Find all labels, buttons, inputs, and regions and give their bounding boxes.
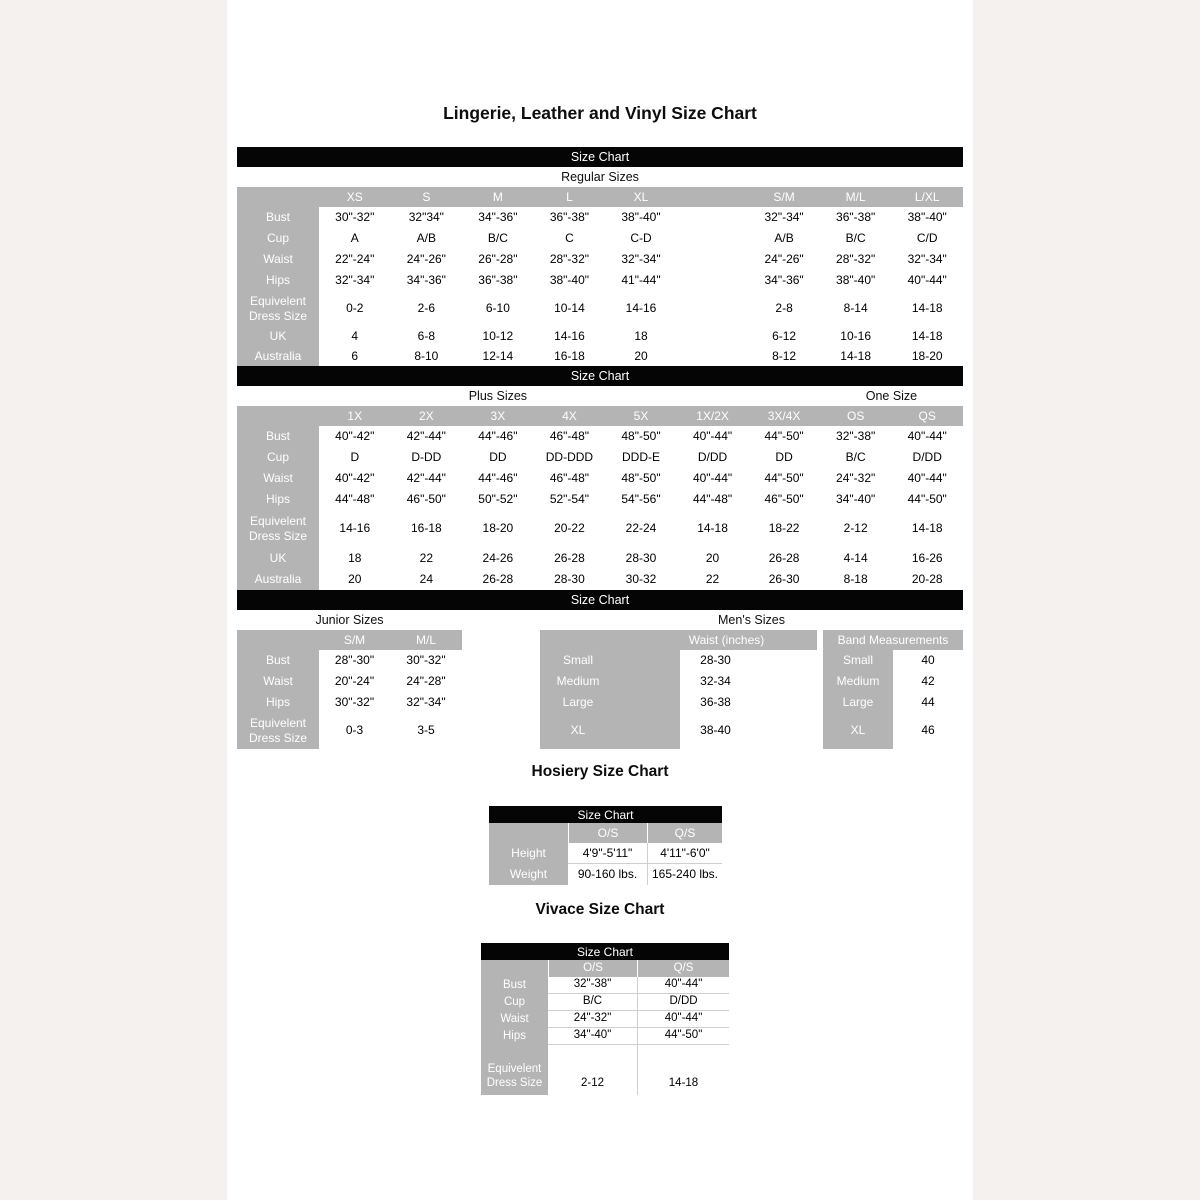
table-cell: 41"-44" (605, 270, 677, 290)
table-cell: 22-24 (605, 510, 677, 547)
column-header: 4X (534, 406, 606, 426)
column-header: QS (891, 406, 963, 426)
row-label: Waist (481, 1011, 548, 1028)
table-cell: 4'11"-6'0" (647, 843, 722, 864)
row-label: Weight (489, 864, 568, 885)
size-chart-bar-vivace (481, 943, 729, 960)
row-label: Waist (237, 671, 319, 692)
table-cell: 24"-26" (391, 249, 463, 270)
table-row (489, 864, 722, 885)
table-row (481, 1028, 729, 1045)
table-cell: 2-8 (748, 290, 820, 327)
table-header-row (237, 406, 963, 426)
table-cell: 46"-48" (534, 426, 606, 447)
table-cell: 38"-40" (820, 270, 892, 290)
table-cell: 2-12 (548, 1045, 637, 1095)
column-header: L/XL (891, 187, 963, 207)
table-cell: 14-18 (820, 346, 892, 366)
table-cell: 40"-44" (677, 468, 749, 489)
table-cell: 28-30 (605, 547, 677, 569)
table-header-row (489, 823, 722, 843)
regular-sizes-label: Regular Sizes (561, 170, 639, 184)
table-cell: 30"-32" (319, 692, 390, 712)
table-cell: 30"-32" (319, 207, 391, 228)
table-header-row (237, 187, 963, 207)
table-cell: 46 (893, 712, 963, 749)
size-chart-bar-label: Size Chart (570, 150, 630, 164)
table-row (540, 671, 817, 692)
table-row (237, 671, 462, 692)
table-cell: DD (462, 447, 534, 468)
table-cell: 44"-46" (462, 426, 534, 447)
table-cell: D (319, 447, 391, 468)
table-cell: 12-14 (462, 346, 534, 366)
table-row (237, 327, 963, 346)
column-header: L (534, 187, 606, 207)
table-cell: 42"-44" (391, 468, 463, 489)
vivace-title: Vivace Size Chart (535, 901, 665, 918)
table-cell: 48"-50" (605, 468, 677, 489)
row-label: Equivelent Dress Size (237, 510, 319, 547)
regular-sizes-table (237, 187, 963, 366)
table-cell: 44"-50" (748, 426, 820, 447)
mens-waist-table (540, 630, 817, 749)
plus-sizes-table (237, 406, 963, 590)
row-label: Height (489, 843, 568, 864)
table-row (237, 249, 963, 270)
table-cell: D/DD (637, 994, 729, 1011)
size-chart-bar-regular (237, 147, 963, 167)
row-label: Equivelent Dress Size (481, 1045, 548, 1095)
table-cell: 40 (893, 650, 963, 671)
table-cell: 20"-24" (319, 671, 390, 692)
table-cell: 6-10 (462, 290, 534, 327)
table-cell: 44"-50" (748, 468, 820, 489)
table-cell: 8-10 (391, 346, 463, 366)
column-header: S/M (748, 187, 820, 207)
column-header: 5X (605, 406, 677, 426)
table-cell: 20-22 (534, 510, 606, 547)
hosiery-size-table (489, 823, 722, 885)
table-cell: C (534, 228, 606, 249)
table-cell: 34"-36" (748, 270, 820, 290)
table-cell: 32"-34" (605, 249, 677, 270)
table-cell: B/C (820, 447, 892, 468)
table-header-row (540, 630, 817, 650)
size-chart-bar-label: Size Chart (570, 593, 630, 607)
table-cell: D/DD (677, 447, 749, 468)
column-header: 3X/4X (748, 406, 820, 426)
table-row (237, 426, 963, 447)
table-cell: 14-18 (677, 510, 749, 547)
table-cell: 36"-38" (820, 207, 892, 228)
table-cell: 42"-44" (391, 426, 463, 447)
table-header-row (481, 960, 729, 977)
table-corner-cell (237, 187, 319, 207)
table-cell: 34"-36" (462, 207, 534, 228)
table-cell: 44"-50" (637, 1028, 729, 1045)
row-label: Hips (481, 1028, 548, 1045)
table-row (481, 994, 729, 1011)
table-cell (677, 327, 749, 346)
table-cell: 42 (893, 671, 963, 692)
table-cell: 22 (677, 569, 749, 590)
table-cell: 44 (893, 692, 963, 712)
row-label: UK (237, 327, 319, 346)
table-cell: 40"-44" (637, 977, 729, 994)
table-cell: A/B (391, 228, 463, 249)
table-cell: 46"-50" (748, 489, 820, 510)
row-label: Waist (237, 249, 319, 270)
table-cell: 14-18 (637, 1045, 729, 1095)
table-cell: 26"-28" (462, 249, 534, 270)
table-cell: 14-18 (891, 510, 963, 547)
table-row (237, 290, 963, 327)
table-cell: 28-30 (534, 569, 606, 590)
table-cell: 32"-34" (748, 207, 820, 228)
size-chart-bar-hosiery (489, 806, 722, 823)
row-label: XL (540, 712, 680, 749)
table-cell: 20 (677, 547, 749, 569)
row-label: Small (540, 650, 680, 671)
table-cell: DD-DDD (534, 447, 606, 468)
table-cell: DDD-E (605, 447, 677, 468)
table-row (237, 489, 963, 510)
column-header: XS (319, 187, 391, 207)
table-cell: 24"-28" (390, 671, 462, 692)
table-cell: 20-28 (891, 569, 963, 590)
table-cell: D-DD (391, 447, 463, 468)
table-cell: 34"-40" (548, 1028, 637, 1045)
table-cell: 50"-52" (462, 489, 534, 510)
table-cell: 52"-54" (534, 489, 606, 510)
table-cell: 8-18 (820, 569, 892, 590)
column-header: S/M (319, 630, 390, 650)
table-cell: 22 (391, 547, 463, 569)
table-cell: 40"-44" (891, 426, 963, 447)
table-cell: 24 (391, 569, 463, 590)
table-cell: 38"-40" (891, 207, 963, 228)
size-chart-bar-label: Size Chart (570, 369, 630, 383)
table-cell: 24"-32" (820, 468, 892, 489)
row-label: Hips (237, 270, 319, 290)
table-cell: B/C (462, 228, 534, 249)
mens-band-table (823, 630, 963, 749)
row-label: Medium (540, 671, 680, 692)
table-cell: 30"-32" (390, 650, 462, 671)
table-cell: 46"-48" (534, 468, 606, 489)
row-label: Cup (237, 228, 319, 249)
table-row (489, 843, 722, 864)
table-cell: 28"-30" (319, 650, 390, 671)
table-cell: 54"-56" (605, 489, 677, 510)
table-header-row (823, 630, 963, 650)
one-size-label: One Size (865, 389, 918, 403)
table-cell (677, 270, 749, 290)
table-cell: 14-16 (605, 290, 677, 327)
table-corner-cell (237, 406, 319, 426)
column-header: 1X/2X (677, 406, 749, 426)
table-cell: A/B (748, 228, 820, 249)
mens-sizes-label: Men's Sizes (718, 613, 785, 627)
table-cell: 40"-44" (637, 1011, 729, 1028)
row-label: Bust (237, 426, 319, 447)
table-cell: DD (748, 447, 820, 468)
table-cell: 44"-46" (462, 468, 534, 489)
table-cell: 18 (319, 547, 391, 569)
row-label: Hips (237, 489, 319, 510)
table-cell: 4 (319, 327, 391, 346)
row-label: Bust (237, 650, 319, 671)
table-cell: 3-5 (390, 712, 462, 749)
table-cell: 40"-44" (891, 270, 963, 290)
table-row (823, 712, 963, 749)
plus-sizes-label: Plus Sizes (468, 389, 528, 403)
table-cell: 14-16 (534, 327, 606, 346)
column-header: Q/S (637, 960, 729, 977)
row-label: Australia (237, 346, 319, 366)
row-label: Australia (237, 569, 319, 590)
table-row (540, 650, 817, 671)
table-cell: 32"-34" (891, 249, 963, 270)
table-corner-cell (489, 823, 568, 843)
size-chart-bar-plus (237, 366, 963, 386)
table-corner-cell (481, 960, 548, 977)
table-cell: 26-28 (462, 569, 534, 590)
table-row (481, 1045, 729, 1095)
row-label: Bust (237, 207, 319, 228)
column-header: OS (820, 406, 892, 426)
table-cell: 32-34 (680, 671, 817, 692)
size-chart-bar-label: Size Chart (576, 944, 634, 959)
table-cell: 44"-48" (677, 489, 749, 510)
table-cell: 28"-32" (534, 249, 606, 270)
table-cell: 18-20 (891, 346, 963, 366)
table-cell: C/D (891, 228, 963, 249)
table-cell: 26-28 (748, 547, 820, 569)
table-cell: 36-38 (680, 692, 817, 712)
column-header: Band Measurements (823, 630, 963, 650)
table-cell (677, 207, 749, 228)
table-cell: 32"-34" (390, 692, 462, 712)
table-row (823, 650, 963, 671)
column-header: XL (605, 187, 677, 207)
row-label: Small (823, 650, 893, 671)
table-cell: 14-18 (891, 327, 963, 346)
column-header: M/L (820, 187, 892, 207)
table-cell (677, 346, 749, 366)
table-cell: 8-12 (748, 346, 820, 366)
table-row (237, 447, 963, 468)
table-cell: 46"-50" (391, 489, 463, 510)
table-cell: 28-30 (680, 650, 817, 671)
table-row (237, 692, 462, 712)
table-cell: 16-18 (534, 346, 606, 366)
table-cell: 4-14 (820, 547, 892, 569)
table-row (237, 712, 462, 749)
row-label: Cup (237, 447, 319, 468)
column-header: O/S (568, 823, 647, 843)
table-cell: 8-14 (820, 290, 892, 327)
table-row (237, 346, 963, 366)
table-cell: 4'9"-5'11" (568, 843, 647, 864)
table-cell: 28"-32" (820, 249, 892, 270)
table-row (481, 1011, 729, 1028)
table-row (237, 207, 963, 228)
table-cell: 26-28 (534, 547, 606, 569)
plus-sizes-band (237, 386, 963, 406)
table-cell: 36"-38" (462, 270, 534, 290)
table-corner-cell (237, 630, 319, 650)
table-cell: 32"34" (391, 207, 463, 228)
table-cell: 44"-50" (891, 489, 963, 510)
table-cell: 90-160 lbs. (568, 864, 647, 885)
row-label: UK (237, 547, 319, 569)
row-label: Equivelent Dress Size (237, 712, 319, 749)
row-label: Large (823, 692, 893, 712)
column-header: Waist (inches) (540, 630, 817, 650)
table-cell: 0-3 (319, 712, 390, 749)
row-label: Cup (481, 994, 548, 1011)
size-chart-bar-junior-mens (237, 590, 963, 610)
table-cell: 18-22 (748, 510, 820, 547)
table-cell: 14-18 (891, 290, 963, 327)
table-cell: 34"-36" (391, 270, 463, 290)
column-header: O/S (548, 960, 637, 977)
table-cell: 16-26 (891, 547, 963, 569)
table-cell: 10-16 (820, 327, 892, 346)
table-cell: 26-30 (748, 569, 820, 590)
column-header: 1X (319, 406, 391, 426)
table-cell: 24"-26" (748, 249, 820, 270)
table-cell: 165-240 lbs. (647, 864, 722, 885)
table-cell (677, 228, 749, 249)
row-label: Hips (237, 692, 319, 712)
table-cell: 40"-42" (319, 426, 391, 447)
table-cell: 2-6 (391, 290, 463, 327)
table-cell (677, 290, 749, 327)
table-row (237, 468, 963, 489)
row-label: Medium (823, 671, 893, 692)
column-header: M/L (390, 630, 462, 650)
table-cell: 36"-38" (534, 207, 606, 228)
table-cell: 40"-42" (319, 468, 391, 489)
table-cell: 20 (319, 569, 391, 590)
size-chart-bar-label: Size Chart (577, 807, 634, 822)
table-row (237, 270, 963, 290)
table-cell: 14-16 (319, 510, 391, 547)
table-cell: 0-2 (319, 290, 391, 327)
column-header: 2X (391, 406, 463, 426)
table-cell: 6-12 (748, 327, 820, 346)
table-cell: 40"-44" (891, 468, 963, 489)
table-cell: 24"-32" (548, 1011, 637, 1028)
table-cell: 10-14 (534, 290, 606, 327)
table-cell: 38"-40" (605, 207, 677, 228)
table-cell: 40"-44" (677, 426, 749, 447)
row-label: Bust (481, 977, 548, 994)
table-cell (677, 249, 749, 270)
table-header-row (237, 630, 462, 650)
table-cell: 38-40 (680, 712, 817, 749)
table-cell: 20 (605, 346, 677, 366)
table-cell: 48"-50" (605, 426, 677, 447)
column-header: 3X (462, 406, 534, 426)
table-cell: D/DD (891, 447, 963, 468)
row-label: Waist (237, 468, 319, 489)
column-header: S (391, 187, 463, 207)
table-row (540, 712, 817, 749)
table-cell: 38"-40" (534, 270, 606, 290)
table-cell: 6 (319, 346, 391, 366)
table-row (823, 692, 963, 712)
table-cell: 30-32 (605, 569, 677, 590)
table-cell: B/C (548, 994, 637, 1011)
table-cell: B/C (820, 228, 892, 249)
table-cell: 44"-48" (319, 489, 391, 510)
column-header (677, 187, 749, 207)
table-cell: 24-26 (462, 547, 534, 569)
table-cell: 2-12 (820, 510, 892, 547)
junior-sizes-table (237, 630, 462, 749)
table-row (237, 228, 963, 249)
table-cell: 22"-24" (319, 249, 391, 270)
table-cell: 32"-38" (548, 977, 637, 994)
column-header: M (462, 187, 534, 207)
table-row (823, 671, 963, 692)
table-cell: 18 (605, 327, 677, 346)
table-cell: 18-20 (462, 510, 534, 547)
table-cell: C-D (605, 228, 677, 249)
row-label: Large (540, 692, 680, 712)
table-row (237, 650, 462, 671)
column-header: Q/S (647, 823, 722, 843)
table-row (237, 510, 963, 547)
junior-sizes-label: Junior Sizes (315, 613, 384, 627)
hosiery-title: Hosiery Size Chart (531, 763, 669, 780)
table-cell: 34"-40" (820, 489, 892, 510)
table-row (237, 547, 963, 569)
vivace-size-table (481, 960, 729, 1095)
row-label: Equivelent Dress Size (237, 290, 319, 327)
row-label: XL (823, 712, 893, 749)
page-title: Lingerie, Leather and Vinyl Size Chart (443, 103, 757, 123)
table-cell: 16-18 (391, 510, 463, 547)
table-row (237, 569, 963, 590)
table-cell: 32"-38" (820, 426, 892, 447)
table-cell: 10-12 (462, 327, 534, 346)
table-row (481, 977, 729, 994)
table-cell: 32"-34" (319, 270, 391, 290)
table-cell: A (319, 228, 391, 249)
table-cell: 6-8 (391, 327, 463, 346)
table-row (540, 692, 817, 712)
